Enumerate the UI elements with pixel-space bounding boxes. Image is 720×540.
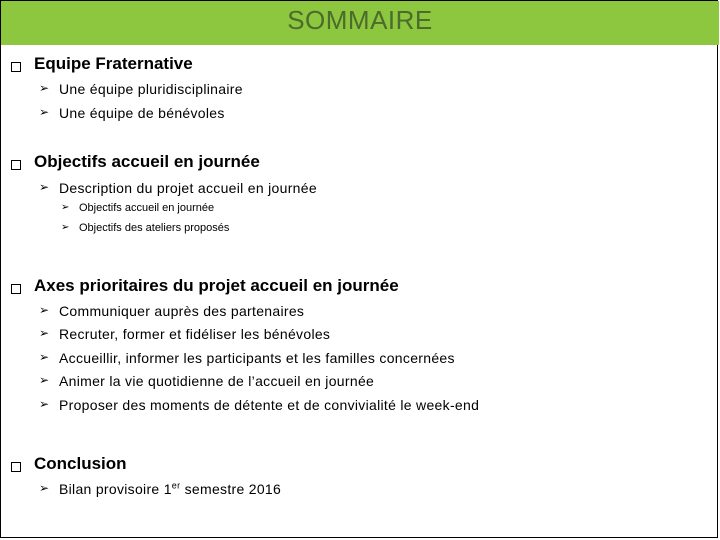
square-bullet-icon (11, 62, 21, 72)
arrow-bullet-icon: ➢ (39, 373, 50, 387)
arrow-bullet-icon: ➢ (39, 105, 50, 119)
square-bullet-icon (11, 462, 21, 472)
list-item: Accueillir, informer les participants et les familles concernées (59, 350, 455, 366)
list-item-text: Bilan provisoire 1 (59, 481, 172, 497)
list-item-text: semestre 2016 (180, 481, 282, 497)
arrow-bullet-icon: ➢ (39, 180, 50, 194)
list-item: Une équipe de bénévoles (59, 105, 225, 121)
arrow-bullet-icon: ➢ (39, 350, 50, 364)
arrow-bullet-icon: ➢ (61, 222, 70, 233)
sub-list-item: Objectifs des ateliers proposés (79, 222, 230, 234)
superscript: er (171, 480, 181, 491)
section-title: Conclusion (34, 454, 127, 473)
arrow-bullet-icon: ➢ (39, 81, 50, 95)
square-bullet-icon (11, 284, 21, 294)
list-item: Proposer des moments de détente et de convivialité le week-end (59, 397, 480, 413)
list-item: Description du projet accueil en journée (59, 180, 317, 196)
arrow-bullet-icon: ➢ (39, 481, 50, 495)
list-item: Animer la vie quotidienne de l’accueil en journée (59, 373, 375, 389)
arrow-bullet-icon: ➢ (39, 303, 50, 317)
section-title: Objectifs accueil en journée (34, 152, 260, 171)
sub-list-item: Objectifs accueil en journée (79, 202, 215, 214)
section-title: Equipe Fraternative (34, 54, 193, 73)
list-item: Communiquer auprès des partenaires (59, 303, 305, 319)
list-item (59, 481, 281, 497)
arrow-bullet-icon: ➢ (61, 202, 70, 213)
list-item: Une équipe pluridisciplinaire (59, 81, 243, 97)
list-item: Recruter, former et fidéliser les bénévoles (59, 326, 331, 342)
section-title: Axes prioritaires du projet accueil en journée (34, 276, 399, 295)
arrow-bullet-icon: ➢ (39, 326, 50, 340)
page-title: SOMMAIRE (287, 5, 433, 35)
square-bullet-icon (11, 160, 21, 170)
arrow-bullet-icon: ➢ (39, 397, 50, 411)
